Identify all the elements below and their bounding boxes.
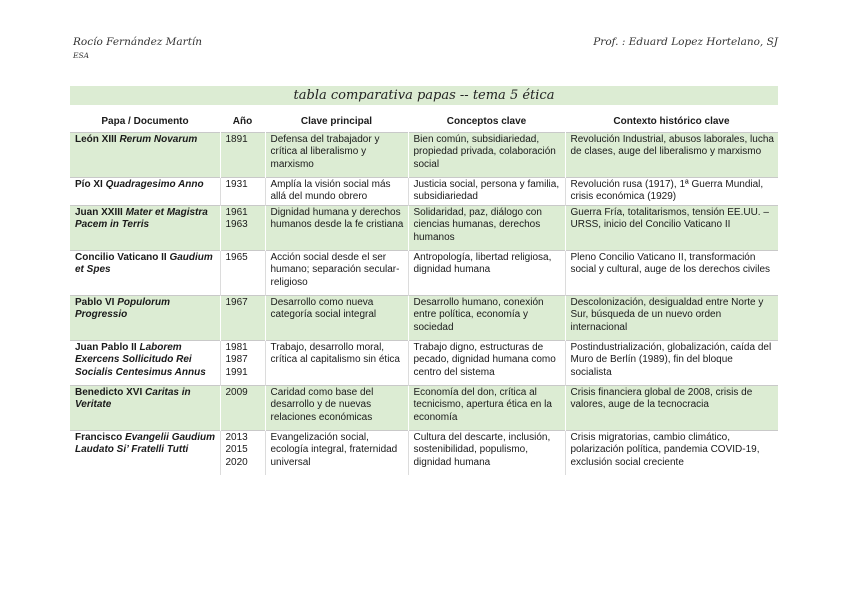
cell-papa-documento [70,295,220,340]
year-value: 1963 [225,219,248,230]
document-name: Evangelii Gaudium Laudato Si’ Fratelli Tutti [75,431,216,455]
table-header-row [70,113,778,132]
cell-year [220,205,265,250]
cell-conceptos-clave: Economía del don, crítica al tecnicismo, apertura ética en la economía [408,385,565,430]
table-row [70,295,778,340]
cell-clave-principal: Defensa del trabajador y crítica al liberalismo y marxismo [265,132,408,177]
year-value: 1981 [225,341,248,353]
year-value: 2020 [225,456,248,468]
cell-contexto-historico: Guerra Fría, totalitarismos, tensión EE.UU. – URSS, inicio del Concilio Vaticano II [565,205,778,250]
document-name: Quadragesimo Anno [105,178,204,190]
cell-contexto-historico: Revolución Industrial, abusos laborales, lucha de clases, auge del liberalismo y marxismo [565,132,778,177]
cell-clave-principal: Amplía la visión social más allá del mundo obrero [265,177,408,205]
cell-conceptos-clave: Bien común, subsidiariedad, propiedad privada, colaboración social [408,132,565,177]
papa-name: León XIII [75,133,117,145]
cell-contexto-historico: Postindustrialización, globalización, caída del Muro de Berlín (1989), fin del bloque socialista [565,340,778,385]
year-value: 1931 [225,178,248,190]
cell-papa-documento [70,385,220,430]
papa-name: Pío XI [75,178,103,190]
document-name: Gaudium et Spes [75,251,213,275]
column-header-clave: Clave principal [300,116,373,127]
cell-contexto-historico: Descolonización, desigualdad entre Norte y Sur, búsqueda de un nuevo orden internacional [565,295,778,340]
document-name: Mater et Magistra Pacem in Terris [75,206,208,230]
cell-papa-documento [70,340,220,385]
cell-clave-principal: Dignidad humana y derechos humanos desde la fe cristiana [265,205,408,250]
year-value: 2015 [225,444,248,455]
year-value: 1965 [225,251,248,263]
cell-year [220,250,265,295]
table-row [70,205,778,250]
cell-year [220,177,265,205]
year-value: 2013 [225,431,248,443]
year-value: 1991 [225,366,248,378]
papa-name: Juan Pablo II [75,341,137,353]
table-row [70,385,778,430]
professor-header: Prof. : Eduard Lopez Hortelano, SJ [593,36,778,48]
document-title: tabla comparativa papas -- tema 5 ética [70,86,778,105]
cell-year [220,132,265,177]
cell-conceptos-clave: Antropología, libertad religiosa, dignidad humana [408,250,565,295]
comparison-table [70,113,778,475]
cell-papa-documento [70,177,220,205]
cell-conceptos-clave: Solidaridad, paz, diálogo con ciencias humanas, derechos humanos [408,205,565,250]
papa-name: Francisco [75,431,123,443]
cell-year [220,340,265,385]
author-header [73,36,202,62]
papa-name: Benedicto XVI [75,386,143,398]
table-row [70,132,778,177]
document-name: Caritas in Veritate [75,386,191,410]
cell-clave-principal: Acción social desde el ser humano; separación secular-religioso [265,250,408,295]
cell-contexto-historico: Pleno Concilio Vaticano II, transformación social y cultural, auge de los derechos civiles [565,250,778,295]
course-label: ESA [73,51,90,60]
cell-year [220,385,265,430]
table-body [70,132,778,475]
year-value: 1967 [225,296,248,308]
year-value: 1987 [225,354,248,365]
column-header-papa: Papa / Documento [101,116,189,127]
cell-papa-documento [70,430,220,475]
cell-contexto-historico: Crisis migratorias, cambio climático, polarización política, pandemia COVID-19, exclusión social creciente [565,430,778,475]
cell-conceptos-clave: Desarrollo humano, conexión entre política, economía y sociedad [408,295,565,340]
cell-conceptos-clave: Justicia social, persona y familia, subsidiariedad [408,177,565,205]
papa-name: Juan XXIII [75,206,123,218]
cell-conceptos-clave: Cultura del descarte, inclusión, sostenibilidad, populismo, dignidad humana [408,430,565,475]
cell-contexto-historico: Revolución rusa (1917), 1ª Guerra Mundial, crisis económica (1929) [565,177,778,205]
cell-conceptos-clave: Trabajo digno, estructuras de pecado, dignidad humana como centro del sistema [408,340,565,385]
cell-clave-principal: Caridad como base del desarrollo y de nuevas relaciones económicas [265,385,408,430]
table-row [70,340,778,385]
cell-year [220,430,265,475]
document-name: Rerum Novarum [119,133,198,145]
year-value: 1891 [225,133,248,145]
cell-papa-documento [70,250,220,295]
column-header-contexto: Contexto histórico clave [613,116,730,127]
cell-contexto-historico: Crisis financiera global de 2008, crisis de valores, auge de la tecnocracia [565,385,778,430]
table-row [70,250,778,295]
year-value: 1961 [225,206,248,218]
cell-clave-principal: Desarrollo como nueva categoría social integral [265,295,408,340]
papa-name: Concilio Vaticano II [75,251,167,263]
year-value: 2009 [225,386,248,398]
papa-name: Pablo VI [75,296,115,308]
cell-clave-principal: Evangelización social, ecología integral, fraternidad universal [265,430,408,475]
column-header-year: Año [232,116,253,127]
column-header-conceptos: Conceptos clave [446,116,527,127]
cell-papa-documento [70,205,220,250]
cell-papa-documento [70,132,220,177]
table-row [70,430,778,475]
author-name: Rocío Fernández Martín [73,36,203,48]
cell-year [220,295,265,340]
document-name: Populorum Progressio [75,296,171,320]
cell-clave-principal: Trabajo, desarrollo moral, crítica al capitalismo sin ética [265,340,408,385]
document-name: Laborem Exercens Sollicitudo Rei Socialis Centesimus Annus [75,341,206,378]
table-row [70,177,778,205]
